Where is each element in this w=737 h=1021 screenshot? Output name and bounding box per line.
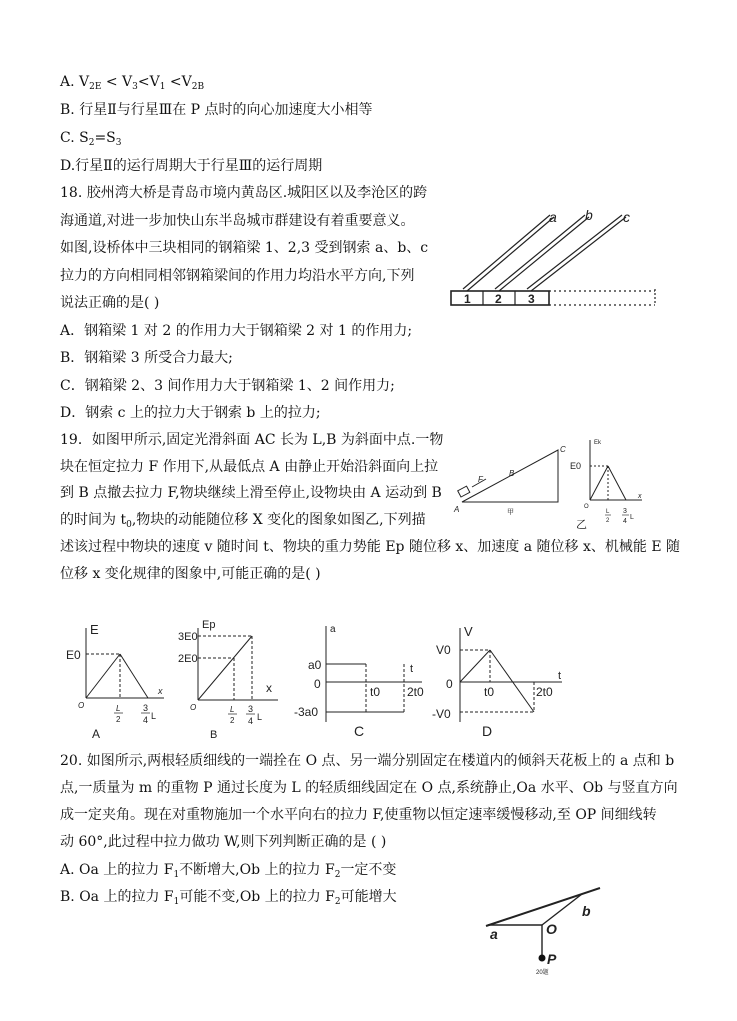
svg-text:O: O (190, 703, 197, 712)
bridge-figure (445, 205, 675, 317)
graph-b-3e0: 3E0 (178, 631, 198, 643)
q17-option-d: D.行星Ⅱ的运行周期大于行星Ⅲ的运行周期 (60, 158, 323, 174)
q20-stem-line-3: 成一定夹角。现在对重物施加一个水平向右的拉力 F,使重物以恒定速率缓慢移动,至 OP 间细线转 (60, 807, 657, 823)
block-label-1: 1 (464, 292, 471, 306)
e0-label: E0 (570, 461, 582, 471)
label-a: a (490, 926, 498, 942)
q20-option-b: B. Oa 上的拉力 $F_1$可能不变,Ob 上的拉力 $F_2$可能增大 (60, 889, 397, 907)
q17-option-b: B. 行星Ⅱ与行星Ⅲ在 P 点时的向心加速度大小相等 (60, 102, 373, 118)
figure-caption-20: 20题 (536, 970, 549, 976)
cable-label-a: a (549, 209, 557, 225)
weight-p (539, 955, 546, 962)
graph-c-a0: a0 (308, 658, 322, 672)
q18-stem-line-2: 海通道,对进一步加快山东半岛城市群建设有着重要意义。 (60, 213, 415, 229)
label-b: b (582, 903, 591, 919)
svg-text:L: L (257, 712, 263, 722)
y-axis-label: Ek (594, 440, 602, 446)
point-c-label: C (560, 445, 566, 454)
q19-stem-line-5: 述该过程中物块的速度 v 随时间 t、物块的重力势能 Ep 随位移 x、加速度 a 随位移 x、机械能 E 随 (60, 539, 681, 555)
svg-text:3: 3 (143, 703, 149, 713)
q19-stem-line-6: 位移 x 变化规律的图象中,可能正确的是( ) (60, 566, 321, 582)
graph-d (430, 622, 572, 740)
figure-caption-yi: 乙 (576, 519, 587, 531)
cable-b (495, 215, 585, 289)
graph-a-caption: A (92, 727, 101, 741)
graph-b (178, 618, 286, 742)
svg-text:0: 0 (446, 677, 453, 691)
block-label-2: 2 (495, 292, 502, 306)
svg-text:4: 4 (143, 715, 149, 725)
q19-stem-line-4: 的时间为 $t_0$,物块的动能随位移 X 变化的图象如图乙,下列描 (60, 512, 426, 530)
svg-text:L: L (230, 705, 235, 714)
graph-c-caption: C (354, 723, 365, 739)
graph-c (292, 622, 430, 740)
cable-a (463, 215, 550, 289)
figure-caption-jia: 甲 (507, 509, 514, 516)
label-p: P (547, 951, 557, 967)
pendulum-figure (482, 884, 608, 976)
q18-option-a: A．钢箱梁 1 对 2 的作用力大于钢箱梁 2 对 1 的作用力; (60, 323, 413, 339)
svg-text:x: x (158, 686, 163, 696)
svg-text:t0: t0 (484, 685, 495, 699)
q18-stem-line-3: 如图,设桥体中三块相同的钢箱梁 1、2,3 受到钢索 a、b、c (60, 240, 429, 256)
svg-text:3: 3 (248, 704, 254, 714)
q17-option-a: A. $V_{2E} < V_3<V_1 <V_{2B}$ (60, 74, 205, 92)
graph-c-ylabel: a (330, 624, 336, 635)
svg-text:L: L (116, 704, 121, 713)
svg-text:t: t (558, 670, 562, 682)
svg-text:2t0: 2t0 (536, 685, 553, 699)
svg-text:2: 2 (606, 518, 610, 524)
label-o: O (546, 921, 557, 937)
q18-option-c: C．钢箱梁 2、3 间作用力大于钢箱梁 1、2 间作用力; (60, 378, 395, 394)
graph-d-caption: D (482, 723, 493, 739)
q17-option-c: C. $S_2=S_3$ (60, 130, 122, 148)
graph-c-neg: -3a0 (294, 705, 319, 719)
origin-label: O (584, 504, 589, 510)
svg-text:L: L (606, 509, 610, 515)
svg-text:2: 2 (116, 715, 121, 724)
svg-text:2: 2 (230, 716, 235, 725)
q18-stem-line-4: 拉力的方向相同相邻钢箱梁间的作用力均沿水平方向,下列 (60, 268, 415, 284)
graph-b-2e0: 2E0 (178, 653, 198, 665)
q20-option-a: A. Oa 上的拉力 $F_1$不断增大,Ob 上的拉力 $F_2$一定不变 (60, 862, 397, 880)
cable-label-b: b (585, 207, 593, 223)
q20-stem-line-1: 20. 如图所示,两根轻质细线的一端拴在 O 点、另一端分别固定在楼道内的倾斜天花板上的 a 点和 b (60, 753, 675, 769)
svg-text:2t0: 2t0 (407, 685, 424, 699)
svg-text:x: x (266, 681, 272, 695)
graph-b-caption: B (210, 729, 218, 741)
point-b-label: B (509, 469, 515, 478)
cable-label-c: c (623, 209, 630, 225)
cable-c (527, 215, 622, 289)
svg-text:L: L (151, 711, 157, 721)
q18-option-b: B．钢箱梁 3 所受合力最大; (60, 350, 233, 366)
svg-text:t0: t0 (370, 685, 381, 699)
q19-stem-line-1: 19．如图甲所示,固定光滑斜面 AC 长为 L,B 为斜面中点.一物 (60, 432, 444, 448)
incline-figure-jia (450, 442, 572, 516)
svg-text:4: 4 (248, 716, 254, 726)
q19-stem-line-3: 到 B 点撤去拉力 F,物块继续上滑至停止,设物块由 A 运动到 B (60, 485, 442, 501)
graph-d-v0: V0 (436, 643, 451, 657)
ek-graph-yi (566, 434, 648, 532)
svg-text:3: 3 (623, 508, 627, 515)
q18-option-d: D．钢索 c 上的拉力大于钢索 b 上的拉力; (60, 405, 321, 421)
graph-a-ylabel: E (90, 622, 99, 637)
q18-stem-line-1: 18. 胶州湾大桥是青岛市境内黄岛区.城阳区以及李沧区的跨 (60, 185, 428, 201)
svg-text:4: 4 (623, 518, 627, 525)
graph-a (62, 620, 177, 742)
svg-text:O: O (78, 701, 85, 710)
x-axis-label: x (638, 493, 642, 500)
graph-d-neg: -V0 (432, 707, 451, 721)
q19-stem-line-2: 块在恒定拉力 F 作用下,从最低点 A 由静止开始沿斜面向上拉 (60, 459, 439, 475)
svg-text:0: 0 (314, 677, 321, 691)
block (458, 486, 470, 497)
graph-b-ylabel: Ep (202, 619, 216, 631)
q18-stem-line-5: 说法正确的是( ) (60, 295, 160, 311)
graph-a-e0: E0 (66, 648, 81, 662)
svg-text:L: L (630, 514, 634, 521)
q20-stem-line-4: 动 60°,此过程中拉力做功 W,则下列判断正确的是 ( ) (60, 834, 387, 850)
q20-stem-line-2: 点,一质量为 m 的重物 P 通过长度为 L 的轻质细线固定在 O 点,系统静止,Oa 水平、Ob 与竖直方向 (60, 780, 678, 796)
point-a-label: A (454, 505, 460, 514)
svg-text:t: t (410, 663, 414, 675)
force-f-label: F (478, 475, 483, 484)
block-label-3: 3 (528, 292, 535, 306)
graph-d-ylabel: V (464, 624, 473, 639)
